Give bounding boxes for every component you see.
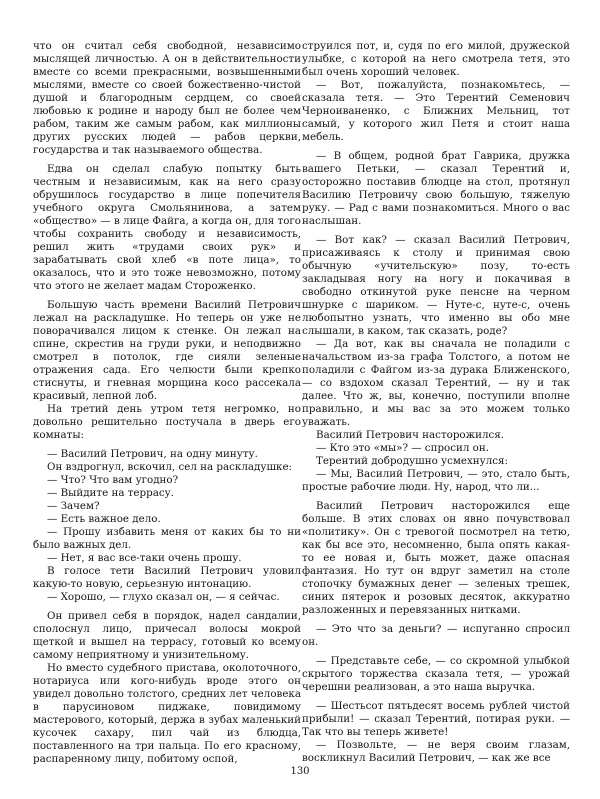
paragraph: — Нет, я вас все-таки очень прошу. <box>47 552 242 564</box>
paragraph: — В общем, родной брат Гаврика, дружка вашего Петьки, — сказал Терентий и, осторожно поставив блюдце на стол, протянул Василию Петровичу свою большую, тяжелую руку. — Рад с вами познакомиться. Много о вас наслышан. <box>302 150 570 227</box>
paragraph: Едва он сделал слабую попытку быть честным и независимым, как на него сразу обрушилось государство в лице попечителя учебного округа Смольянинова, а затем «общество» — в лице Файга, а когда он, для того чтобы сохранить свободу и независимость, решил жить «трудами своих рук» и зарабатывать свой хлеб «в поте лица», то оказалось, что и это тоже невозможно, потому что этого не желает мадам Стороженко. <box>33 163 301 292</box>
paragraph: — Выйдите на террасу. <box>47 487 174 499</box>
paragraph: — Кто это «мы»? — спросил он. <box>316 442 490 454</box>
paragraph: Большую часть времени Василий Петрович лежал на раскладушке. Но теперь он уже не поворачивался лицом к стенке. Он лежал на спине, скрестив на груди руки, и неподвижно смотрел в потолок, где сияли зеленые отражения сада. Его челюсти были крепко стиснуты, и гневная морщина косо рассекала красивый, лепной лоб. <box>33 299 301 402</box>
paragraph: что он считал себя свободной, независимо мыслящей личностью. А он в действительности вместе со всеми прекрасными, возвышенными мыслями, вместе со своей божественно-чистой душой и благородным сердцем, со своей любовью к родине и народу был не более чем рабом, таким же самым рабом, как миллионы других русских людей — рабов церкви, государства и так называемого общества. <box>33 40 301 156</box>
paragraph: — Хорошо, — глухо сказал он, — я сейчас. <box>47 591 280 603</box>
paragraph: — Представьте себе, — со скромной улыбкой скрытого торжества сказала тетя, — урожай черешни реализован, а это наша выручка. <box>302 655 570 693</box>
paragraph: — Позвольте, — не веря своим глазам, воскликнул Василий Петрович, — как же все <box>302 739 570 764</box>
paragraph: — Вот, пожалуйста, познакомьтесь, — сказала тетя. — Это Терентий Семенович Черноиваненко, с Ближних Мельниц, тот самый, у которого жил Петя и стоит наша мебель. <box>302 79 570 143</box>
paragraph: — Да вот, как вы сначала не поладили с начальством из-за графа Толстого, а потом не поладили с Файгом из-за дурака Ближенского, — со вздохом сказал Терентий, — ну и так далее. Что ж, вы, конечно, поступили вполне правильно, и мы вас за это можем только уважать. <box>302 338 570 428</box>
paragraph: На третий день утром тетя негромко, но довольно решительно постучала в дверь его комнаты: <box>33 403 301 441</box>
paragraph: — Мы, Василий Петрович, — это, стало быть, простые рабочие люди. Ну, народ, что ли... <box>302 468 570 493</box>
paragraph: Но вместо судебного пристава, околоточного, нотариуса или кого-нибудь вроде этого он увидел довольно толстого, средних лет человека в парусиновом пиджаке, повидимому мастерового, который, держа в зубах маленький кусочек сахару, пил чай из блюдца, поставленного на три пальца. По его красному, распаренному лицу, побитому оспой, <box>33 662 301 765</box>
paragraph: В голосе тети Василий Петрович уловил какую-то новую, серьезную интонацию. <box>33 565 301 590</box>
paragraph: — Это что за деньги? — испуганно спросил он. <box>302 623 570 648</box>
left-column <box>33 40 301 765</box>
page-number: 130 <box>290 766 310 777</box>
paragraph: Василий Петрович насторожился. <box>316 429 505 441</box>
paragraph: — Василий Петрович, на одну минуту. <box>47 448 258 460</box>
right-column <box>302 40 570 765</box>
paragraph: струился пот, и, судя по его милой, дружеской улыбке, с которой на него смотрела тетя, это был очень хороший человек. <box>302 40 570 78</box>
paragraph: Он привел себя в порядок, надел сандалии, сполоснул лицо, причесал волосы мокрой щеткой и вышел на террасу, готовый ко всему самому неприятному и унизительному. <box>33 610 301 661</box>
paragraph: — Шестьсот пятьдесят восемь рублей чистой прибыли! — сказал Терентий, потирая руки. — Так что вы теперь живете! <box>302 700 570 738</box>
paragraph: — Прошу избавить меня от каких бы то ни было важных дел. <box>33 526 301 551</box>
paragraph: — Есть важное дело. <box>47 513 161 525</box>
paragraph: Василий Петрович насторожился еще больше. В этих словах он явно почувствовал «политику». Он с тревогой посмотрел на тетю, как бы все это, несомненно, была опять какая-то ее новая и, быть может, даже опасная фантазия. Но тут он вдруг заметил на столе стопочку бумажных денег — зеленых трешек, синих пятерок и розовых десяток, аккуратно разложенных и перевязанных нитками. <box>302 500 570 616</box>
paragraph: — Вот как? — сказал Василий Петрович, присаживаясь к столу и принимая свою обычную «учительскую» позу, то-есть закладывая ногу на ногу и покачивая в свободно откинутой руке пенсне на черном шнурке с шариком. — Нуте-с, нуте-с, очень любопытно узнать, что именно вы обо мне слышали, в каком, так сказать, роде? <box>302 234 570 337</box>
paragraph: Он вздрогнул, вскочил, сел на раскладушке: <box>47 461 293 473</box>
paragraph: — Что? Что вам угодно? <box>47 474 179 486</box>
paragraph: Терентий добродушно усмехнулся: <box>316 455 508 467</box>
paragraph: — Зачем? <box>47 500 100 512</box>
